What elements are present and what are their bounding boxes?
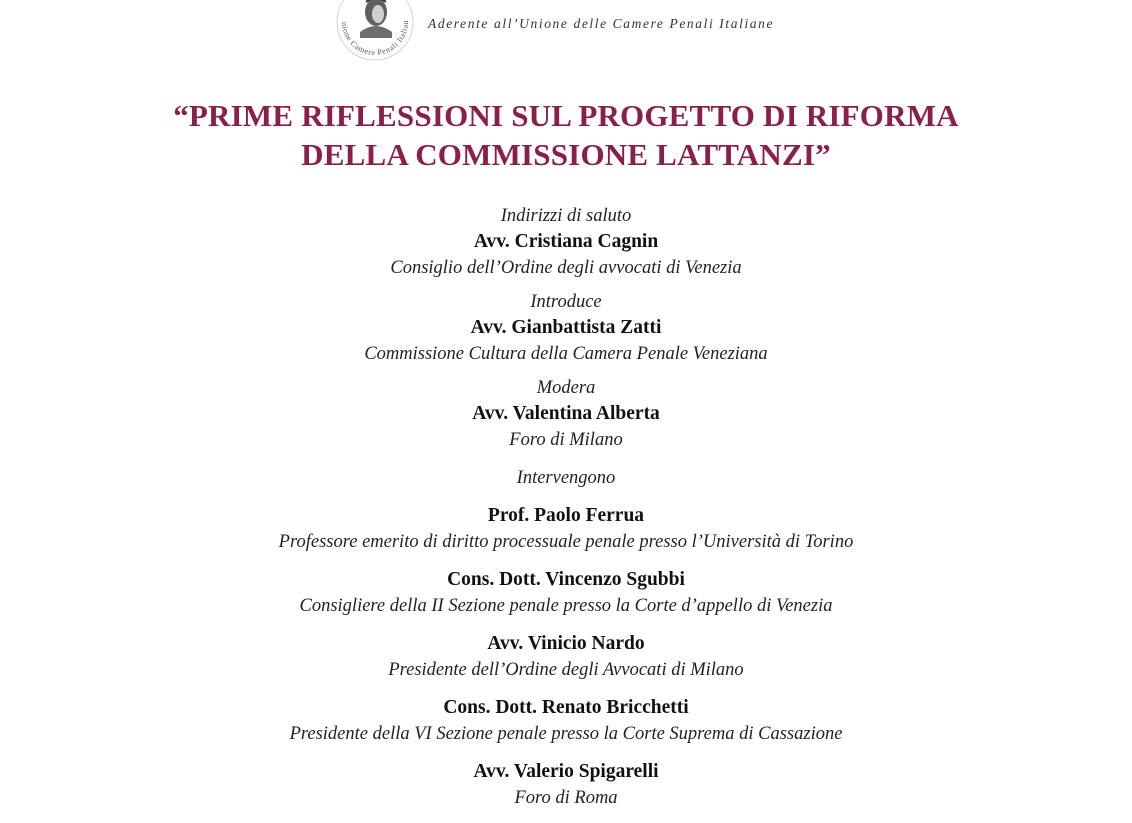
greetings-block	[0, 203, 1132, 281]
speaker-affiliation: Foro di Milano	[509, 430, 623, 450]
speaker-name: Avv. Vinicio Nardo	[487, 633, 645, 654]
letterhead	[0, 0, 1132, 70]
speaker-entry	[0, 695, 1132, 747]
event-title	[0, 96, 1132, 174]
title-line-2: DELLA COMMISSIONE LATTANZI”	[301, 137, 831, 172]
moderator-block	[0, 375, 1132, 453]
affiliation-line: Aderente all’Unione delle Camere Penali Italiane	[428, 16, 775, 31]
speaker-entry	[0, 759, 1132, 811]
speaker-name: Cons. Dott. Renato Bricchetti	[443, 697, 689, 718]
speaker-name: Avv. Gianbattista Zatti	[470, 317, 662, 338]
speaker-name: Avv. Valentina Alberta	[472, 403, 660, 424]
speaker-affiliation: Consigliere della II Sezione penale presso la Corte d’appello di Venezia	[299, 596, 833, 616]
speaker-name: Avv. Valerio Spigarelli	[473, 761, 659, 782]
role-label: Indirizzi di saluto	[500, 206, 632, 226]
title-line-1: “PRIME RIFLESSIONI SUL PROGETTO DI RIFORMA	[173, 98, 959, 133]
speaker-name: Cons. Dott. Vincenzo Sgubbi	[447, 569, 685, 590]
speakers-heading: Intervengono	[516, 468, 616, 488]
speaker-name: Avv. Cristiana Cagnin	[473, 231, 659, 252]
speaker-affiliation: Commissione Cultura della Camera Penale Veneziana	[364, 344, 768, 364]
speaker-affiliation: Presidente dell’Ordine degli Avvocati di Milano	[388, 660, 744, 680]
speaker-entry	[0, 503, 1132, 555]
speaker-affiliation: Professore emerito di diritto processuale penale presso l’Università di Torino	[278, 532, 854, 552]
role-label: Modera	[536, 378, 596, 398]
speaker-affiliation: Consiglio dell’Ordine degli avvocati di Venezia	[390, 258, 742, 278]
seal-text: nione Camere Penali Italian	[339, 19, 411, 58]
speaker-entry	[0, 567, 1132, 619]
program	[0, 203, 1132, 823]
speaker-entry	[0, 631, 1132, 683]
seal-logo	[330, 0, 420, 64]
introduction-block	[0, 289, 1132, 367]
role-label: Introduce	[530, 292, 602, 312]
speaker-name: Prof. Paolo Ferrua	[487, 505, 645, 526]
speaker-affiliation: Presidente della VI Sezione penale presso la Corte Suprema di Cassazione	[289, 724, 843, 744]
speaker-affiliation: Foro di Roma	[514, 788, 618, 808]
